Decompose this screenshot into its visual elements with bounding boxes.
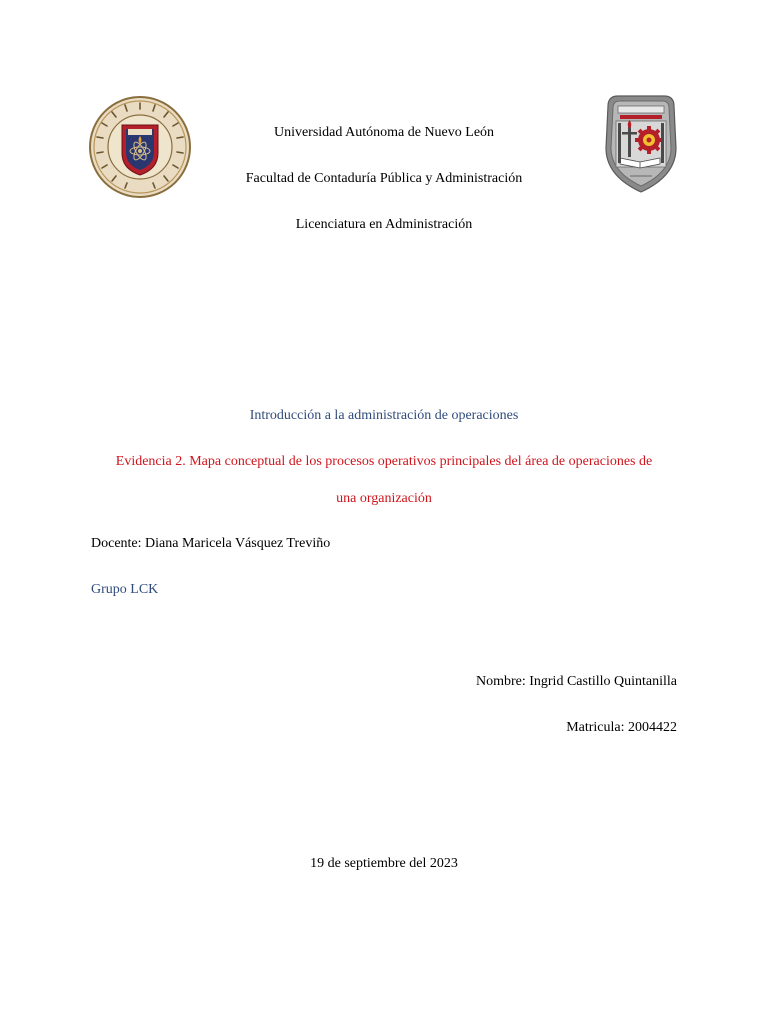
- program-name: Licenciatura en Administración: [295, 217, 473, 232]
- course-subject: Introducción a la administración de operaciones: [249, 408, 519, 423]
- group-name: Grupo LCK: [91, 582, 159, 597]
- university-name: Universidad Autónoma de Nuevo León: [273, 125, 495, 140]
- assignment-title-line-2: una organización: [336, 491, 432, 506]
- teacher-name: Docente: Diana Maricela Vásquez Treviño: [91, 536, 331, 551]
- student-id: Matricula: 2004422: [566, 720, 677, 735]
- student-name: Nombre: Ingrid Castillo Quintanilla: [475, 674, 677, 689]
- faculty-name: Facultad de Contaduría Pública y Administración: [245, 171, 523, 186]
- assignment-title-line-1: Evidencia 2. Mapa conceptual de los procesos operativos principales del área de operaciones de: [115, 454, 653, 469]
- document-date: 19 de septiembre del 2023: [310, 856, 458, 871]
